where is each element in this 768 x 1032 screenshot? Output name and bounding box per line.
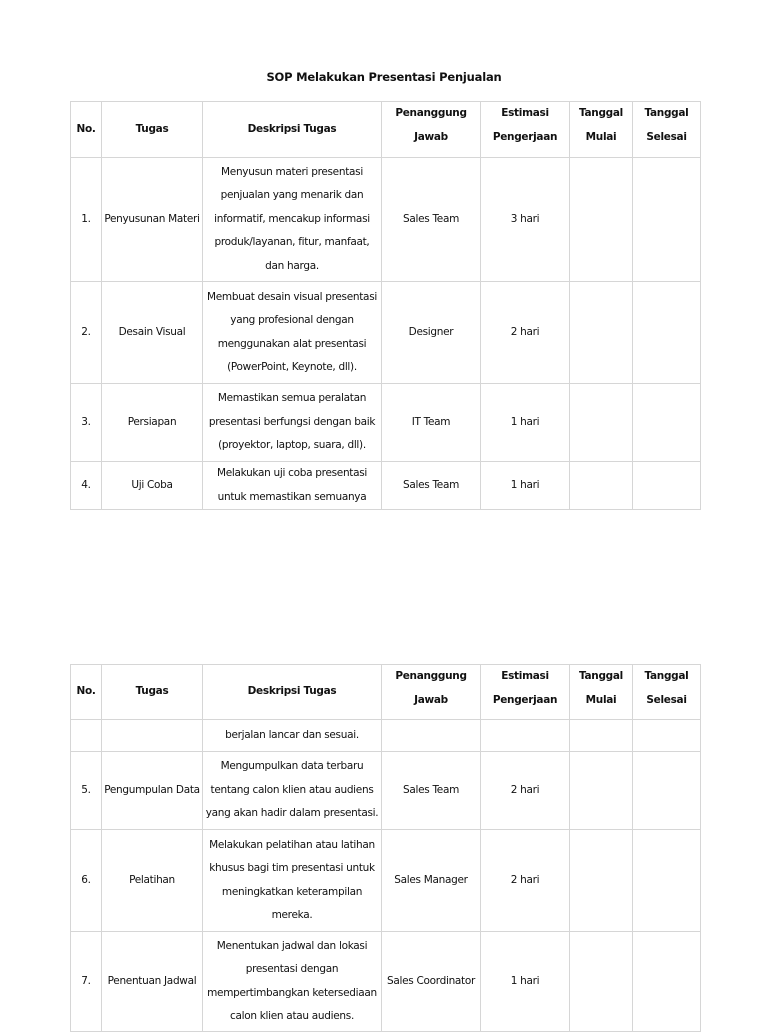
header-penanggung-jawab: Penanggung Jawab	[382, 665, 481, 720]
header-deskripsi: Deskripsi Tugas	[203, 102, 382, 158]
header-tugas: Tugas	[102, 665, 203, 720]
cell-penanggung-jawab: IT Team	[382, 384, 481, 462]
cell-tanggal-selesai	[633, 720, 701, 752]
cell-deskripsi	[203, 158, 382, 282]
cell-tugas: Desain Visual	[102, 282, 203, 384]
deskripsi-line: menggunakan alat presentasi	[217, 337, 367, 350]
deskripsi-line: Mengumpulkan data terbaru	[220, 760, 364, 773]
cell-tanggal-selesai	[633, 158, 701, 282]
deskripsi-line: yang profesional dengan	[230, 314, 354, 326]
cell-penanggung-jawab: Sales Manager	[382, 830, 481, 932]
cell-penanggung-jawab: Sales Team	[382, 462, 481, 510]
deskripsi-line: Melakukan pelatihan atau latihan	[209, 838, 375, 851]
cell-tugas: Persiapan	[102, 384, 203, 462]
cell-deskripsi	[203, 720, 382, 752]
cell-tanggal-selesai	[633, 830, 701, 932]
cell-tugas	[102, 720, 203, 752]
cell-tanggal-mulai	[570, 462, 633, 510]
deskripsi-line: (PowerPoint, Keynote, dll).	[227, 361, 357, 373]
header-estimasi-pengerjaan: Estimasi Pengerjaan	[481, 102, 570, 158]
cell-no: 4.	[71, 462, 102, 510]
cell-tanggal-selesai	[633, 932, 701, 1032]
cell-penanggung-jawab: Sales Team	[382, 752, 481, 830]
table-row	[71, 752, 701, 830]
cell-penanggung-jawab	[382, 720, 481, 752]
cell-tanggal-mulai	[570, 932, 633, 1032]
cell-estimasi: 3 hari	[481, 158, 570, 282]
cell-estimasi: 2 hari	[481, 752, 570, 830]
cell-estimasi	[481, 720, 570, 752]
cell-deskripsi	[203, 932, 382, 1032]
deskripsi-line: Memastikan semua peralatan	[217, 392, 367, 405]
cell-no: 6.	[71, 830, 102, 932]
header-no: No.	[71, 102, 102, 158]
document-title: SOP Melakukan Presentasi Penjualan	[266, 70, 502, 84]
cell-penanggung-jawab: Sales Coordinator	[382, 932, 481, 1032]
cell-tugas: Pelatihan	[102, 830, 203, 932]
deskripsi-line: presentasi berfungsi dengan baik	[208, 415, 376, 428]
cell-tanggal-mulai	[570, 384, 633, 462]
cell-tanggal-selesai	[633, 384, 701, 462]
deskripsi-line: khusus bagi tim presentasi untuk	[209, 862, 375, 874]
header-tanggal-selesai: Tanggal Selesai	[633, 665, 701, 720]
table-row	[71, 462, 701, 510]
cell-deskripsi	[203, 462, 382, 510]
table-row	[71, 932, 701, 1032]
cell-tanggal-mulai	[570, 282, 633, 384]
sop-table-page-1	[70, 101, 701, 510]
deskripsi-line: Menentukan jadwal dan lokasi	[216, 939, 368, 952]
cell-tanggal-mulai	[570, 158, 633, 282]
cell-tugas: Pengumpulan Data	[102, 752, 203, 830]
header-tugas: Tugas	[102, 102, 203, 158]
deskripsi-line: untuk memastikan semuanya	[217, 490, 367, 503]
deskripsi-line: calon klien atau audiens.	[230, 1010, 354, 1022]
table-row	[71, 720, 701, 752]
deskripsi-line: berjalan lancar dan sesuai.	[225, 728, 359, 741]
deskripsi-line: dan harga.	[265, 259, 319, 272]
cell-estimasi: 1 hari	[481, 932, 570, 1032]
cell-no: 7.	[71, 932, 102, 1032]
header-penanggung-jawab: Penanggung Jawab	[382, 102, 481, 158]
deskripsi-line: mereka.	[271, 909, 313, 921]
cell-deskripsi	[203, 752, 382, 830]
deskripsi-line: Membuat desain visual presentasi	[207, 290, 377, 303]
deskripsi-line: penjualan yang menarik dan	[220, 189, 364, 202]
cell-no: 1.	[71, 158, 102, 282]
deskripsi-line: meningkatkan keterampilan	[221, 885, 363, 898]
header-tanggal-selesai: Tanggal Selesai	[633, 102, 701, 158]
sop-table-page-2	[70, 664, 701, 1032]
table-row	[71, 282, 701, 384]
cell-no: 3.	[71, 384, 102, 462]
cell-deskripsi	[203, 384, 382, 462]
cell-no: 5.	[71, 752, 102, 830]
deskripsi-line: yang akan hadir dalam presentasi.	[205, 807, 379, 820]
deskripsi-line: informatif, mencakup informasi	[214, 212, 370, 225]
cell-tanggal-mulai	[570, 830, 633, 932]
cell-no: 2.	[71, 282, 102, 384]
table-row	[71, 384, 701, 462]
cell-penanggung-jawab: Sales Team	[382, 158, 481, 282]
deskripsi-line: Menyusun materi presentasi	[221, 165, 363, 178]
cell-no	[71, 720, 102, 752]
header-tanggal-mulai: Tanggal Mulai	[570, 102, 633, 158]
table-row	[71, 830, 701, 932]
deskripsi-line: produk/layanan, fitur, manfaat,	[214, 236, 370, 249]
deskripsi-line: tentang calon klien atau audiens	[210, 783, 374, 796]
header-deskripsi: Deskripsi Tugas	[203, 665, 382, 720]
cell-tugas: Penyusunan Materi	[102, 158, 203, 282]
cell-estimasi: 2 hari	[481, 282, 570, 384]
cell-tanggal-mulai	[570, 720, 633, 752]
header-estimasi-pengerjaan: Estimasi Pengerjaan	[481, 665, 570, 720]
deskripsi-line: Melakukan uji coba presentasi	[216, 467, 368, 479]
cell-deskripsi	[203, 282, 382, 384]
cell-estimasi: 2 hari	[481, 830, 570, 932]
deskripsi-line: mempertimbangkan ketersediaan	[207, 986, 377, 999]
deskripsi-line: presentasi dengan	[245, 963, 339, 975]
cell-tanggal-selesai	[633, 282, 701, 384]
cell-estimasi: 1 hari	[481, 462, 570, 510]
header-no: No.	[71, 665, 102, 720]
cell-tanggal-mulai	[570, 752, 633, 830]
cell-estimasi: 1 hari	[481, 384, 570, 462]
header-tanggal-mulai: Tanggal Mulai	[570, 665, 633, 720]
cell-tugas: Uji Coba	[102, 462, 203, 510]
cell-tanggal-selesai	[633, 752, 701, 830]
table-row	[71, 158, 701, 282]
cell-tanggal-selesai	[633, 462, 701, 510]
cell-tugas: Penentuan Jadwal	[102, 932, 203, 1032]
cell-penanggung-jawab: Designer	[382, 282, 481, 384]
deskripsi-line: (proyektor, laptop, suara, dll).	[218, 439, 366, 452]
cell-deskripsi	[203, 830, 382, 932]
